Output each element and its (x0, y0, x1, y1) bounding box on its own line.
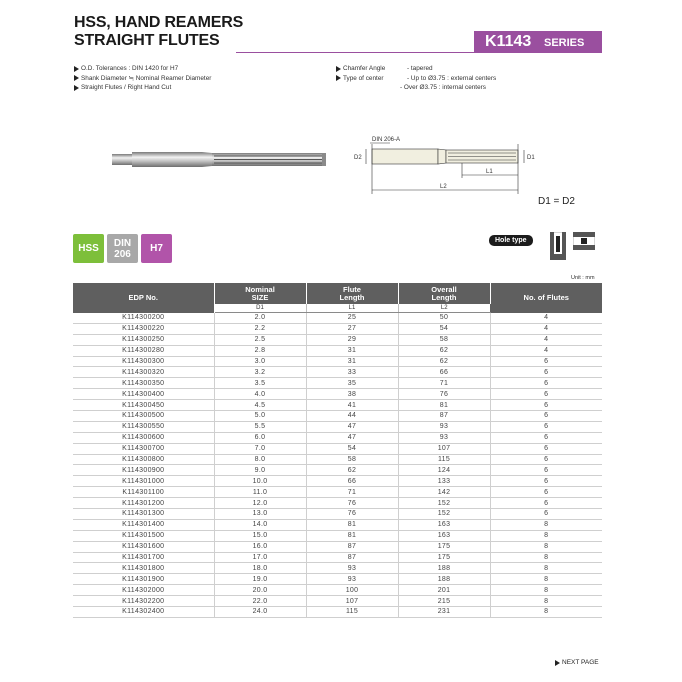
spec-item-center: Type of center - Up to Ø3.75 : external centers (336, 74, 496, 84)
flutes-cell: 6 (490, 400, 602, 411)
overall-length-cell: 66 (398, 367, 490, 378)
technical-drawing (350, 132, 550, 200)
subheader-d1: D1 (214, 304, 306, 313)
nominal-size-cell: 10.0 (214, 476, 306, 487)
edp-cell: K114300900 (73, 465, 214, 476)
nominal-size-cell: 4.5 (214, 400, 306, 411)
edp-cell: K114300700 (73, 443, 214, 454)
flutes-cell: 8 (490, 519, 602, 530)
table-row (73, 356, 602, 367)
drawing-l1-label: L1 (486, 169, 493, 175)
nominal-size-cell: 3.0 (214, 356, 306, 367)
overall-length-cell: 71 (398, 378, 490, 389)
flute-length-cell: 29 (306, 334, 398, 345)
table-row (73, 389, 602, 400)
nominal-size-cell: 3.5 (214, 378, 306, 389)
flute-length-cell: 115 (306, 607, 398, 618)
flutes-cell: 8 (490, 552, 602, 563)
din-badge: DIN 206 (107, 234, 138, 263)
flutes-cell: 8 (490, 530, 602, 541)
overall-length-cell: 163 (398, 519, 490, 530)
flutes-cell: 6 (490, 367, 602, 378)
flute-length-cell: 87 (306, 552, 398, 563)
overall-length-cell: 93 (398, 432, 490, 443)
flute-length-cell: 33 (306, 367, 398, 378)
through-hole-icon (573, 232, 595, 250)
overall-length-cell: 231 (398, 607, 490, 618)
flute-length-cell: 27 (306, 323, 398, 334)
flute-length-cell: 107 (306, 596, 398, 607)
flute-length-cell: 25 (306, 313, 398, 324)
table-row (73, 509, 602, 520)
overall-length-cell: 62 (398, 345, 490, 356)
specs-right (336, 64, 496, 93)
subheader-l2: L2 (398, 304, 490, 313)
flute-length-cell: 93 (306, 574, 398, 585)
edp-cell: K114300280 (73, 345, 214, 356)
edp-cell: K114301300 (73, 509, 214, 520)
flutes-cell: 8 (490, 563, 602, 574)
nominal-size-cell: 3.2 (214, 367, 306, 378)
flutes-cell: 8 (490, 596, 602, 607)
overall-length-cell: 175 (398, 541, 490, 552)
overall-length-cell: 188 (398, 574, 490, 585)
overall-length-cell: 62 (398, 356, 490, 367)
nominal-size-cell: 7.0 (214, 443, 306, 454)
table-row (73, 498, 602, 509)
nominal-size-cell: 24.0 (214, 607, 306, 618)
overall-length-cell: 133 (398, 476, 490, 487)
nominal-size-cell: 19.0 (214, 574, 306, 585)
table-row (73, 519, 602, 530)
overall-length-cell: 58 (398, 334, 490, 345)
flutes-cell: 6 (490, 443, 602, 454)
edp-cell: K114300400 (73, 389, 214, 400)
flute-length-cell: 93 (306, 563, 398, 574)
edp-cell: K114300450 (73, 400, 214, 411)
flute-length-cell: 31 (306, 345, 398, 356)
series-word: SERIES (544, 37, 585, 49)
edp-cell: K114301400 (73, 519, 214, 530)
flute-length-cell: 100 (306, 585, 398, 596)
spec-item: O.D. Tolerances : DIN 1420 for H7 (74, 64, 211, 74)
badge-row (73, 234, 172, 263)
nominal-size-cell: 2.8 (214, 345, 306, 356)
flutes-cell: 6 (490, 411, 602, 422)
nominal-size-cell: 5.0 (214, 411, 306, 422)
flutes-cell: 4 (490, 323, 602, 334)
drawing-d1-label: D1 (527, 155, 535, 161)
table-row (73, 596, 602, 607)
table-body (73, 313, 602, 618)
table-row (73, 541, 602, 552)
flute-length-cell: 81 (306, 530, 398, 541)
hole-type-label: Hole type (489, 235, 533, 246)
edp-cell: K114300550 (73, 421, 214, 432)
flutes-cell: 8 (490, 541, 602, 552)
overall-length-cell: 76 (398, 389, 490, 400)
flute-length-cell: 47 (306, 421, 398, 432)
edp-cell: K114301900 (73, 574, 214, 585)
header-nominal: Nominal SIZE (214, 283, 306, 304)
flute-length-cell: 47 (306, 432, 398, 443)
overall-length-cell: 152 (398, 509, 490, 520)
flutes-cell: 6 (490, 487, 602, 498)
flute-length-cell: 62 (306, 465, 398, 476)
table-row (73, 334, 602, 345)
title-line-1: HSS, HAND REAMERS (74, 14, 244, 31)
flute-length-cell: 76 (306, 509, 398, 520)
series-badge (474, 31, 602, 53)
flutes-cell: 8 (490, 607, 602, 618)
table-row (73, 607, 602, 618)
table-row (73, 313, 602, 324)
diameter-formula: D1 = D2 (538, 196, 575, 207)
table-row (73, 574, 602, 585)
table-row (73, 432, 602, 443)
nominal-size-cell: 8.0 (214, 454, 306, 465)
spec-item-center-2: - Over Ø3.75 : internal centers (400, 84, 486, 91)
reamer-photo (110, 146, 330, 174)
subheader-l1: L1 (306, 304, 398, 313)
overall-length-cell: 124 (398, 465, 490, 476)
edp-cell: K114300220 (73, 323, 214, 334)
flute-length-cell: 76 (306, 498, 398, 509)
title-line-2: STRAIGHT FLUTES (74, 32, 220, 49)
flutes-cell: 6 (490, 498, 602, 509)
table-row (73, 465, 602, 476)
table-row (73, 411, 602, 422)
table-row (73, 476, 602, 487)
drawing-l2-label: L2 (440, 184, 447, 190)
edp-cell: K114301200 (73, 498, 214, 509)
product-table (73, 283, 602, 618)
table-row (73, 443, 602, 454)
nominal-size-cell: 4.0 (214, 389, 306, 400)
overall-length-cell: 175 (398, 552, 490, 563)
flutes-cell: 4 (490, 334, 602, 345)
flutes-cell: 6 (490, 432, 602, 443)
table-row (73, 487, 602, 498)
flute-length-cell: 87 (306, 541, 398, 552)
nominal-size-cell: 14.0 (214, 519, 306, 530)
flutes-cell: 8 (490, 585, 602, 596)
overall-length-cell: 81 (398, 400, 490, 411)
flute-length-cell: 41 (306, 400, 398, 411)
nominal-size-cell: 17.0 (214, 552, 306, 563)
h7-badge: H7 (141, 234, 172, 263)
spec-item: Straight Flutes / Right Hand Cut (74, 83, 211, 93)
edp-cell: K114301000 (73, 476, 214, 487)
triangle-bullet-icon (336, 75, 341, 81)
flute-length-cell: 35 (306, 378, 398, 389)
triangle-bullet-icon (74, 75, 79, 81)
table-header-row (73, 283, 602, 304)
edp-cell: K114300500 (73, 411, 214, 422)
edp-cell: K114301700 (73, 552, 214, 563)
series-code: K1143 (485, 33, 532, 50)
next-page-link[interactable]: NEXT PAGE (555, 659, 599, 666)
nominal-size-cell: 2.0 (214, 313, 306, 324)
overall-length-cell: 163 (398, 530, 490, 541)
nominal-size-cell: 2.2 (214, 323, 306, 334)
specs-left (74, 64, 211, 93)
header-flutes: No. of Flutes (490, 283, 602, 313)
overall-length-cell: 93 (398, 421, 490, 432)
triangle-bullet-icon (555, 660, 560, 666)
header-edp: EDP No. (73, 283, 214, 313)
nominal-size-cell: 12.0 (214, 498, 306, 509)
page-title (74, 14, 243, 50)
flute-length-cell: 71 (306, 487, 398, 498)
nominal-size-cell: 2.5 (214, 334, 306, 345)
edp-cell: K114300320 (73, 367, 214, 378)
blind-hole-icon (550, 232, 566, 260)
flutes-cell: 4 (490, 313, 602, 324)
table-row (73, 585, 602, 596)
spec-item-chamfer: Chamfer Angle - tapered (336, 64, 496, 74)
triangle-bullet-icon (74, 66, 79, 72)
edp-cell: K114300200 (73, 313, 214, 324)
edp-cell: K114301100 (73, 487, 214, 498)
nominal-size-cell: 22.0 (214, 596, 306, 607)
flutes-cell: 8 (490, 574, 602, 585)
flutes-cell: 6 (490, 356, 602, 367)
overall-length-cell: 54 (398, 323, 490, 334)
edp-cell: K114302000 (73, 585, 214, 596)
table-row (73, 400, 602, 411)
edp-cell: K114300350 (73, 378, 214, 389)
flute-length-cell: 31 (306, 356, 398, 367)
table-row (73, 421, 602, 432)
edp-cell: K114302200 (73, 596, 214, 607)
overall-length-cell: 50 (398, 313, 490, 324)
flutes-cell: 6 (490, 378, 602, 389)
header-overall-length: Overall Length (398, 283, 490, 304)
nominal-size-cell: 11.0 (214, 487, 306, 498)
hss-badge: HSS (73, 234, 104, 263)
nominal-size-cell: 18.0 (214, 563, 306, 574)
table-row (73, 530, 602, 541)
triangle-bullet-icon (74, 85, 79, 91)
overall-length-cell: 115 (398, 454, 490, 465)
overall-length-cell: 188 (398, 563, 490, 574)
unit-label: Unit : mm (571, 275, 595, 281)
overall-length-cell: 152 (398, 498, 490, 509)
edp-cell: K114302400 (73, 607, 214, 618)
flute-length-cell: 66 (306, 476, 398, 487)
flute-length-cell: 81 (306, 519, 398, 530)
edp-cell: K114300600 (73, 432, 214, 443)
nominal-size-cell: 5.5 (214, 421, 306, 432)
table-row (73, 454, 602, 465)
flute-length-cell: 58 (306, 454, 398, 465)
flutes-cell: 6 (490, 454, 602, 465)
flute-length-cell: 38 (306, 389, 398, 400)
nominal-size-cell: 16.0 (214, 541, 306, 552)
table-row (73, 552, 602, 563)
flutes-cell: 6 (490, 421, 602, 432)
flute-length-cell: 44 (306, 411, 398, 422)
edp-cell: K114301600 (73, 541, 214, 552)
overall-length-cell: 107 (398, 443, 490, 454)
nominal-size-cell: 20.0 (214, 585, 306, 596)
overall-length-cell: 142 (398, 487, 490, 498)
edp-cell: K114301800 (73, 563, 214, 574)
nominal-size-cell: 15.0 (214, 530, 306, 541)
triangle-bullet-icon (336, 66, 341, 72)
flutes-cell: 6 (490, 509, 602, 520)
flutes-cell: 6 (490, 389, 602, 400)
nominal-size-cell: 6.0 (214, 432, 306, 443)
edp-cell: K114301500 (73, 530, 214, 541)
overall-length-cell: 201 (398, 585, 490, 596)
flute-length-cell: 54 (306, 443, 398, 454)
table-row (73, 378, 602, 389)
flutes-cell: 6 (490, 465, 602, 476)
edp-cell: K114300250 (73, 334, 214, 345)
edp-cell: K114300300 (73, 356, 214, 367)
edp-cell: K114300800 (73, 454, 214, 465)
table-row (73, 367, 602, 378)
nominal-size-cell: 13.0 (214, 509, 306, 520)
drawing-d2-label: D2 (354, 155, 362, 161)
flutes-cell: 6 (490, 476, 602, 487)
drawing-standard-label: DIN 206-A (372, 137, 401, 143)
flutes-cell: 4 (490, 345, 602, 356)
overall-length-cell: 87 (398, 411, 490, 422)
header-flute-length: Flute Length (306, 283, 398, 304)
table-row (73, 345, 602, 356)
overall-length-cell: 215 (398, 596, 490, 607)
table-row (73, 563, 602, 574)
nominal-size-cell: 9.0 (214, 465, 306, 476)
spec-item: Shank Diameter ≒ Nominal Reamer Diameter (74, 74, 211, 84)
table-row (73, 323, 602, 334)
